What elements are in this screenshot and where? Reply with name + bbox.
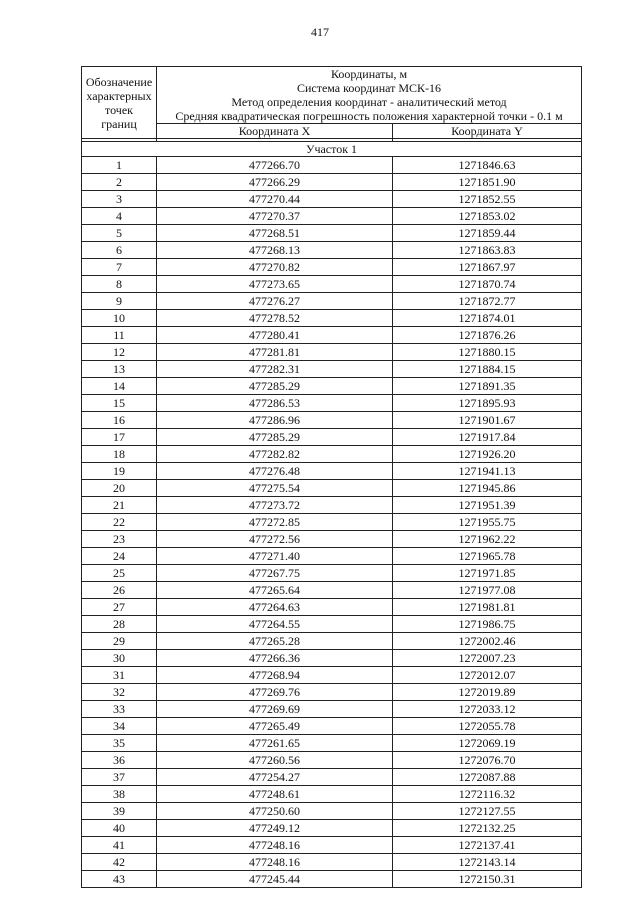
coordinate-x-cell: 477272.85	[157, 514, 393, 531]
coordinate-x-cell: 477282.82	[157, 446, 393, 463]
coordinate-y-cell: 1271951.39	[393, 497, 582, 514]
coordinate-y-cell: 1271962.22	[393, 531, 582, 548]
coordinate-x-cell: 477276.27	[157, 293, 393, 310]
point-number-cell: 35	[82, 735, 157, 752]
point-number-cell: 2	[82, 174, 157, 191]
point-number-cell: 38	[82, 786, 157, 803]
coordinate-y-cell: 1272116.32	[393, 786, 582, 803]
coordinate-x-cell: 477281.81	[157, 344, 393, 361]
coordinate-x-cell: 477275.54	[157, 480, 393, 497]
coordinate-y-cell: 1271901.67	[393, 412, 582, 429]
header-col1-line: характерных	[86, 88, 152, 103]
coordinate-x-cell: 477268.51	[157, 225, 393, 242]
table-row	[82, 854, 582, 871]
table-row	[82, 395, 582, 412]
coordinate-y-cell: 1271891.35	[393, 378, 582, 395]
table-row	[82, 225, 582, 242]
table-row	[82, 361, 582, 378]
coordinate-y-cell: 1271867.97	[393, 259, 582, 276]
header-col1-line: Обозначение	[85, 74, 153, 89]
point-number-cell: 15	[82, 395, 157, 412]
table-row	[82, 191, 582, 208]
column-header-row	[82, 124, 582, 139]
point-number-cell: 43	[82, 871, 157, 888]
table-row	[82, 650, 582, 667]
coordinate-y-cell: 1271945.86	[393, 480, 582, 497]
point-number-cell: 5	[82, 225, 157, 242]
coordinate-x-cell: 477250.60	[157, 803, 393, 820]
table-row	[82, 259, 582, 276]
table-row	[82, 531, 582, 548]
point-number-cell: 39	[82, 803, 157, 820]
header-main-line: Средняя квадратическая погрешность положения характерной точки - 0.1 м	[175, 109, 563, 123]
coordinate-x-cell: 477248.61	[157, 786, 393, 803]
coordinate-x-cell: 477285.29	[157, 378, 393, 395]
point-number-cell: 28	[82, 616, 157, 633]
coordinate-y-cell: 1272087.88	[393, 769, 582, 786]
table-header-row	[82, 67, 582, 124]
point-number-cell: 37	[82, 769, 157, 786]
coordinate-y-cell: 1271876.26	[393, 327, 582, 344]
coordinate-y-cell: 1272137.41	[393, 837, 582, 854]
point-number-cell: 26	[82, 582, 157, 599]
coordinate-y-cell: 1271874.01	[393, 310, 582, 327]
table-row	[82, 684, 582, 701]
point-number-cell: 22	[82, 514, 157, 531]
point-number-cell: 11	[82, 327, 157, 344]
coordinate-x-cell: 477282.31	[157, 361, 393, 378]
point-number-cell: 3	[82, 191, 157, 208]
coordinate-x-cell: 477285.29	[157, 429, 393, 446]
coordinate-y-cell: 1271977.08	[393, 582, 582, 599]
coordinate-y-cell: 1272012.07	[393, 667, 582, 684]
coordinate-x-cell: 477273.72	[157, 497, 393, 514]
coordinate-x-cell: 477286.53	[157, 395, 393, 412]
table-row	[82, 480, 582, 497]
point-number-cell: 6	[82, 242, 157, 259]
coordinate-x-cell: 477265.64	[157, 582, 393, 599]
table-row	[82, 429, 582, 446]
point-number-cell: 1	[82, 157, 157, 174]
table-row	[82, 514, 582, 531]
point-number-cell: 36	[82, 752, 157, 769]
point-number-cell: 21	[82, 497, 157, 514]
table-row	[82, 548, 582, 565]
coordinate-y-cell: 1271863.83	[393, 242, 582, 259]
coordinate-y-cell: 1272127.55	[393, 803, 582, 820]
coordinate-y-cell: 1271859.44	[393, 225, 582, 242]
table-row	[82, 208, 582, 225]
point-number-cell: 24	[82, 548, 157, 565]
point-designation-header	[82, 67, 157, 139]
coordinate-y-cell: 1271926.20	[393, 446, 582, 463]
table-row	[82, 752, 582, 769]
coordinate-y-cell: 1271917.84	[393, 429, 582, 446]
coordinates-header	[157, 67, 582, 124]
table-row	[82, 820, 582, 837]
point-number-cell: 33	[82, 701, 157, 718]
column-header-x: Координата X	[157, 124, 393, 139]
coordinate-x-cell: 477276.48	[157, 463, 393, 480]
coordinate-x-cell: 477264.55	[157, 616, 393, 633]
section-label: Участок 1	[82, 142, 582, 157]
point-number-cell: 23	[82, 531, 157, 548]
coordinate-y-cell: 1272019.89	[393, 684, 582, 701]
coordinate-x-cell: 477270.82	[157, 259, 393, 276]
coordinate-x-cell: 477273.65	[157, 276, 393, 293]
table-row	[82, 293, 582, 310]
coordinate-x-cell: 477286.96	[157, 412, 393, 429]
coordinate-x-cell: 477260.56	[157, 752, 393, 769]
table-row	[82, 837, 582, 854]
coordinate-y-cell: 1272033.12	[393, 701, 582, 718]
table-row	[82, 497, 582, 514]
point-number-cell: 9	[82, 293, 157, 310]
point-number-cell: 13	[82, 361, 157, 378]
header-main-line: Метод определения координат - аналитический метод	[231, 95, 507, 109]
column-header-y: Координата Y	[393, 124, 582, 139]
coordinate-y-cell: 1271846.63	[393, 157, 582, 174]
coordinate-y-cell: 1271851.90	[393, 174, 582, 191]
table-row	[82, 599, 582, 616]
point-number-cell: 7	[82, 259, 157, 276]
point-number-cell: 12	[82, 344, 157, 361]
point-number-cell: 14	[82, 378, 157, 395]
coordinate-y-cell: 1271870.74	[393, 276, 582, 293]
point-number-cell: 42	[82, 854, 157, 871]
point-number-cell: 31	[82, 667, 157, 684]
coordinate-x-cell: 477265.28	[157, 633, 393, 650]
table-row	[82, 565, 582, 582]
coordinate-x-cell: 477249.12	[157, 820, 393, 837]
coordinate-y-cell: 1271965.78	[393, 548, 582, 565]
coordinate-x-cell: 477248.16	[157, 837, 393, 854]
table-row	[82, 582, 582, 599]
coordinate-y-cell: 1272150.31	[393, 871, 582, 888]
coordinate-y-cell: 1272143.14	[393, 854, 582, 871]
header-main-line: Координаты, м	[330, 67, 408, 81]
coordinate-y-cell: 1272076.70	[393, 752, 582, 769]
table-row	[82, 310, 582, 327]
point-number-cell: 8	[82, 276, 157, 293]
table-row	[82, 786, 582, 803]
table-row	[82, 174, 582, 191]
table-row	[82, 735, 582, 752]
point-number-cell: 25	[82, 565, 157, 582]
coordinate-x-cell: 477270.37	[157, 208, 393, 225]
coordinate-x-cell: 477254.27	[157, 769, 393, 786]
coordinate-y-cell: 1272069.19	[393, 735, 582, 752]
coordinate-y-cell: 1272007.23	[393, 650, 582, 667]
table-row	[82, 803, 582, 820]
coordinate-y-cell: 1272055.78	[393, 718, 582, 735]
coordinate-y-cell: 1271853.02	[393, 208, 582, 225]
point-number-cell: 30	[82, 650, 157, 667]
coordinate-x-cell: 477266.29	[157, 174, 393, 191]
point-number-cell: 18	[82, 446, 157, 463]
coordinate-y-cell: 1271880.15	[393, 344, 582, 361]
coordinate-x-cell: 477270.44	[157, 191, 393, 208]
table-row	[82, 718, 582, 735]
table-row	[82, 667, 582, 684]
header-main-line: Система координат МСК-16	[296, 81, 442, 95]
table-row	[82, 871, 582, 888]
point-number-cell: 27	[82, 599, 157, 616]
section-row	[82, 142, 582, 157]
coordinate-y-cell: 1271986.75	[393, 616, 582, 633]
table-row	[82, 769, 582, 786]
coordinate-x-cell: 477265.49	[157, 718, 393, 735]
coordinate-y-cell: 1271872.77	[393, 293, 582, 310]
point-number-cell: 34	[82, 718, 157, 735]
point-number-cell: 40	[82, 820, 157, 837]
table-row	[82, 242, 582, 259]
table-row	[82, 378, 582, 395]
coordinate-y-cell: 1271895.93	[393, 395, 582, 412]
table-row	[82, 412, 582, 429]
coordinate-y-cell: 1271955.75	[393, 514, 582, 531]
table-row	[82, 463, 582, 480]
table-row	[82, 616, 582, 633]
coordinate-y-cell: 1271941.13	[393, 463, 582, 480]
coordinate-x-cell: 477248.16	[157, 854, 393, 871]
table-row	[82, 446, 582, 463]
coordinate-x-cell: 477269.76	[157, 684, 393, 701]
table-row	[82, 276, 582, 293]
point-number-cell: 20	[82, 480, 157, 497]
header-col1-line: границ	[101, 116, 137, 131]
coordinate-y-cell: 1271852.55	[393, 191, 582, 208]
coordinates-table	[81, 66, 582, 888]
coordinate-x-cell: 477245.44	[157, 871, 393, 888]
table-row	[82, 157, 582, 174]
coordinate-x-cell: 477278.52	[157, 310, 393, 327]
coordinate-x-cell: 477268.13	[157, 242, 393, 259]
point-number-cell: 16	[82, 412, 157, 429]
coordinate-y-cell: 1271971.85	[393, 565, 582, 582]
table-row	[82, 344, 582, 361]
coordinate-y-cell: 1271981.81	[393, 599, 582, 616]
coordinate-x-cell: 477269.69	[157, 701, 393, 718]
coordinate-y-cell: 1272132.25	[393, 820, 582, 837]
coordinate-x-cell: 477266.36	[157, 650, 393, 667]
header-col1-line: точек	[105, 102, 133, 117]
point-number-cell: 10	[82, 310, 157, 327]
point-number-cell: 4	[82, 208, 157, 225]
point-number-cell: 32	[82, 684, 157, 701]
coordinate-y-cell: 1272002.46	[393, 633, 582, 650]
point-number-cell: 41	[82, 837, 157, 854]
page-number: 417	[311, 25, 329, 39]
coordinate-x-cell: 477261.65	[157, 735, 393, 752]
coordinate-x-cell: 477271.40	[157, 548, 393, 565]
table-row	[82, 327, 582, 344]
point-number-cell: 17	[82, 429, 157, 446]
table-row	[82, 701, 582, 718]
coordinate-x-cell: 477272.56	[157, 531, 393, 548]
coordinate-x-cell: 477280.41	[157, 327, 393, 344]
point-number-cell: 29	[82, 633, 157, 650]
coordinate-x-cell: 477264.63	[157, 599, 393, 616]
point-number-cell: 19	[82, 463, 157, 480]
coordinate-x-cell: 477267.75	[157, 565, 393, 582]
coordinate-y-cell: 1271884.15	[393, 361, 582, 378]
table-row	[82, 633, 582, 650]
coordinate-x-cell: 477266.70	[157, 157, 393, 174]
coordinate-x-cell: 477268.94	[157, 667, 393, 684]
